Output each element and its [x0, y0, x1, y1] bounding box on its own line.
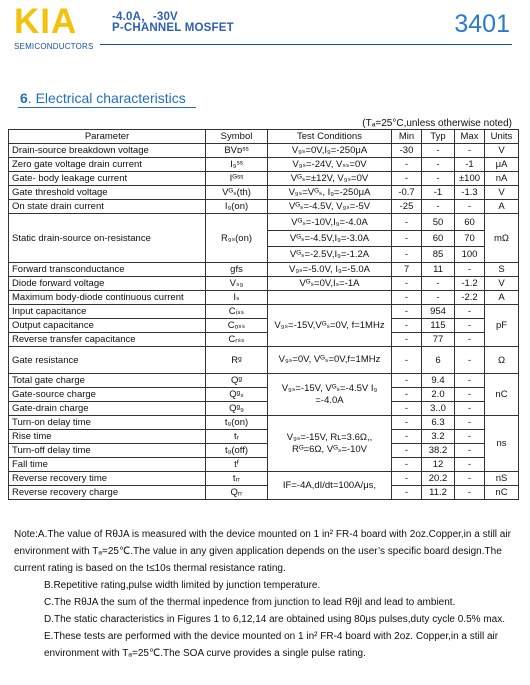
max-cell: 100 [455, 247, 485, 263]
min-cell: -0.7 [392, 186, 422, 200]
section-underline [18, 107, 196, 108]
typ-cell: - [422, 200, 455, 214]
param-cell: Total gate charge [9, 374, 206, 388]
max-cell: -1 [455, 158, 485, 172]
condition-cell: Vᴳₛ=0V,Iₛ=-1A [268, 277, 392, 291]
table-row [9, 416, 519, 430]
param-cell: Reverse recovery charge [9, 486, 206, 500]
param-cell: Zero gate voltage drain current [9, 158, 206, 172]
max-cell: -1.3 [455, 186, 485, 200]
units-cell: V [485, 277, 519, 291]
param-cell: Gate-drain charge [9, 402, 206, 416]
max-cell: - [455, 430, 485, 444]
min-cell: - [392, 374, 422, 388]
page-header [0, 0, 530, 56]
condition-cell: Vᴳₛ=-4.5V, V₉ₛ=-5V [268, 200, 392, 214]
col-header-min: Min [392, 130, 422, 144]
symbol-cell: gfs [206, 263, 268, 277]
col-header-max: Max [455, 130, 485, 144]
table-row [9, 305, 519, 319]
units-cell: V [485, 144, 519, 158]
electrical-characteristics-table [8, 129, 519, 500]
symbol-cell: Cᵣₛₛ [206, 333, 268, 347]
param-cell: Diode forward voltage [9, 277, 206, 291]
min-cell: - [392, 458, 422, 472]
symbol-cell: Iₛ [206, 291, 268, 305]
header-divider [100, 44, 512, 45]
param-cell: Forward transconductance [9, 263, 206, 277]
min-cell: - [392, 388, 422, 402]
section-title: Electrical characteristics [35, 90, 186, 106]
typ-cell: 6.3 [422, 416, 455, 430]
max-cell: 60 [455, 214, 485, 231]
max-cell: - [455, 374, 485, 388]
max-cell: ±100 [455, 172, 485, 186]
note-a: Note:A.The value of RθJA is measured with the device mounted on 1 in² FR-4 board with 2oz.Copper,in a still air environment with Tₐ=25℃.The value in any given application depends on the user’s specific board design.The current rating is based on the t≤10s thermal resistance rating. [14, 529, 511, 574]
min-cell: - [392, 158, 422, 172]
condition-cell: V₉ₛ=-15V,Vᴳₛ=0V, f=1MHz [268, 305, 392, 347]
typ-cell: 50 [422, 214, 455, 231]
typ-cell: 9.4 [422, 374, 455, 388]
max-cell: - [455, 416, 485, 430]
table-row [9, 333, 519, 347]
symbol-cell: Qᵍ₉ [206, 402, 268, 416]
typ-cell: 60 [422, 231, 455, 247]
symbol-cell: t₉(on) [206, 416, 268, 430]
param-cell: Input capacitance [9, 305, 206, 319]
max-cell: 70 [455, 231, 485, 247]
param-cell: Reverse recovery time [9, 472, 206, 486]
typ-cell: 12 [422, 458, 455, 472]
param-cell: Fall time [9, 458, 206, 472]
typ-cell: - [422, 158, 455, 172]
typ-cell: 11 [422, 263, 455, 277]
table-header-row [9, 130, 519, 144]
min-cell: - [392, 416, 422, 430]
symbol-cell: R₉ₛ(on) [206, 214, 268, 263]
param-cell: Output capacitance [9, 319, 206, 333]
typ-cell: 954 [422, 305, 455, 319]
max-cell: - [455, 319, 485, 333]
min-cell: - [392, 333, 422, 347]
note-b: B.Repetitive rating,pulse width limited by junction temperature. [44, 580, 321, 591]
typ-cell: 115 [422, 319, 455, 333]
units-cell: μA [485, 158, 519, 172]
table-row [9, 402, 519, 416]
symbol-cell: t₉(off) [206, 444, 268, 458]
symbol-cell: Rᵍ [206, 347, 268, 374]
symbol-cell: tᶠ [206, 458, 268, 472]
param-cell: Gate-source charge [9, 388, 206, 402]
condition-cell: V₉ₛ=-24V, Vₛₛ=0V [268, 158, 392, 172]
max-cell: -2.2 [455, 291, 485, 305]
min-cell: - [392, 277, 422, 291]
typ-cell: 2.0 [422, 388, 455, 402]
condition-cell: Vᴳₛ=±12V, V₉ₛ=0V [268, 172, 392, 186]
min-cell: - [392, 430, 422, 444]
table-row [9, 186, 519, 200]
section-dot: . [27, 90, 36, 106]
max-cell: - [455, 263, 485, 277]
min-cell: - [392, 444, 422, 458]
table-row [9, 319, 519, 333]
min-cell: - [392, 172, 422, 186]
max-cell: - [455, 458, 485, 472]
units-cell: Ω [485, 347, 519, 374]
col-header-units: Units [485, 130, 519, 144]
condition-cell: V₉ₛ=Vᴳₛ, I₉=-250μA [268, 186, 392, 200]
max-cell: - [455, 333, 485, 347]
typ-cell: 11.2 [422, 486, 455, 500]
col-header-typ: Typ [422, 130, 455, 144]
typ-cell: 6 [422, 347, 455, 374]
table-row [9, 200, 519, 214]
table-row [9, 144, 519, 158]
min-cell: -25 [392, 200, 422, 214]
table-row [9, 263, 519, 277]
table-row [9, 472, 519, 486]
table-row [9, 214, 519, 231]
typ-cell: 77 [422, 333, 455, 347]
logo-subtitle: SEMICONDUCTORS [14, 42, 94, 51]
company-logo: KIA [14, 2, 78, 41]
condition-cell: V₉ₛ=-5.0V, I₉=-5.0A [268, 263, 392, 277]
min-cell: - [392, 231, 422, 247]
condition-note: (Tₐ=25°C,unless otherwise noted) [362, 118, 512, 129]
param-cell: Reverse transfer capacitance [9, 333, 206, 347]
max-cell: -1.2 [455, 277, 485, 291]
param-cell: Gate- body leakage current [9, 172, 206, 186]
symbol-cell: Vₛ₉ [206, 277, 268, 291]
symbol-cell: tᵣᵣ [206, 472, 268, 486]
condition-cell: Vᴳₛ=-2.5V,I₉=-1.2A [268, 247, 392, 263]
note-e: E.These tests are performed with the device mounted on 1 in² FR-4 board with 2oz. Copper,in a still air environment with Tₐ=25℃.The SOA curve provides a single pulse rating. [44, 631, 499, 659]
min-cell: - [392, 305, 422, 319]
typ-cell: 20.2 [422, 472, 455, 486]
table-row [9, 291, 519, 305]
table-row [9, 347, 519, 374]
symbol-cell: Qᵍₛ [206, 388, 268, 402]
units-cell: ns [485, 416, 519, 472]
param-cell: Maximum body-diode continuous current [9, 291, 206, 305]
part-number: 3401 [454, 10, 510, 38]
table-row [9, 172, 519, 186]
condition-cell: V₉ₛ=-15V, Vᴳₛ=-4.5V I₉ =-4.0A [268, 374, 392, 416]
rating-line: -4.0A，-30V [112, 11, 178, 23]
condition-cell: IF=-4A,dI/dt=100A/μs, [268, 472, 392, 500]
table-row [9, 458, 519, 472]
max-cell: - [455, 200, 485, 214]
max-cell: - [455, 305, 485, 319]
symbol-cell: Qᵍ [206, 374, 268, 388]
symbol-cell: I₉(on) [206, 200, 268, 214]
max-cell: - [455, 402, 485, 416]
condition-cell: V₉ₛ=0V, Vᴳₛ=0V,f=1MHz [268, 347, 392, 374]
condition-cell: Vᴳₛ=-10V,I₉=-4.0A [268, 214, 392, 231]
min-cell: 7 [392, 263, 422, 277]
min-cell: - [392, 486, 422, 500]
units-cell: V [485, 186, 519, 200]
units-cell: nA [485, 172, 519, 186]
min-cell: - [392, 402, 422, 416]
table-row [9, 374, 519, 388]
symbol-cell: I₉ˢˢ [206, 158, 268, 172]
min-cell: -30 [392, 144, 422, 158]
units-cell: A [485, 291, 519, 305]
param-cell: Gate resistance [9, 347, 206, 374]
typ-cell: - [422, 277, 455, 291]
typ-cell: 38.2 [422, 444, 455, 458]
table-row [9, 486, 519, 500]
typ-cell: - [422, 291, 455, 305]
param-cell: Static drain-source on-resistance [9, 214, 206, 263]
col-header-parameter: Parameter [9, 130, 206, 144]
typ-cell: -1 [422, 186, 455, 200]
param-cell: Drain-source breakdown voltage [9, 144, 206, 158]
min-cell: - [392, 214, 422, 231]
table-row [9, 444, 519, 458]
param-cell: Gate threshold voltage [9, 186, 206, 200]
table-row [9, 158, 519, 172]
max-cell: - [455, 347, 485, 374]
typ-cell: 3..0 [422, 402, 455, 416]
typ-cell: 3.2 [422, 430, 455, 444]
symbol-cell: Qᵣᵣ [206, 486, 268, 500]
symbol-cell: tᵣ [206, 430, 268, 444]
symbol-cell: Cᵢₛₛ [206, 305, 268, 319]
min-cell: - [392, 247, 422, 263]
notes-section [14, 526, 520, 662]
condition-cell: V₉ₛ=0V,I₉=-250μA [268, 144, 392, 158]
min-cell: - [392, 472, 422, 486]
note-c: C.The RθJA the sum of the thermal inpedence from junction to lead Rθjl and lead to ambient. [44, 597, 456, 608]
typ-cell: - [422, 144, 455, 158]
units-cell: nC [485, 374, 519, 416]
param-cell: On state drain current [9, 200, 206, 214]
col-header-symbol: Symbol [206, 130, 268, 144]
units-cell: S [485, 263, 519, 277]
symbol-cell: Iᴳˢˢ [206, 172, 268, 186]
condition-cell: V₉ₛ=-15V, Rʟ=3.6Ω,, Rᴳ=6Ω, Vᴳₛ=-10V [268, 416, 392, 472]
table-row [9, 430, 519, 444]
max-cell: - [455, 444, 485, 458]
units-cell: nC [485, 486, 519, 500]
max-cell: - [455, 472, 485, 486]
device-type: P-CHANNEL MOSFET [112, 22, 234, 34]
typ-cell: - [422, 172, 455, 186]
units-cell: mΩ [485, 214, 519, 263]
max-cell: - [455, 388, 485, 402]
param-cell: Turn-off delay time [9, 444, 206, 458]
symbol-cell: Cₒₛₛ [206, 319, 268, 333]
condition-cell: Vᴳₛ=-4.5V,I₉=-3.0A [268, 231, 392, 247]
units-cell: nS [485, 472, 519, 486]
min-cell: - [392, 319, 422, 333]
units-cell: pF [485, 305, 519, 347]
symbol-cell: Vᴳₛ(th) [206, 186, 268, 200]
table-row [9, 277, 519, 291]
min-cell: - [392, 347, 422, 374]
param-cell: Rise time [9, 430, 206, 444]
note-d: D.The static characteristics in Figures 1 to 6,12,14 are obtained using 80μs pulses,duty cycle 0.5% max. [44, 614, 505, 625]
condition-cell [268, 291, 392, 305]
max-cell: - [455, 144, 485, 158]
col-header-conditions: Test Conditions [268, 130, 392, 144]
min-cell: - [392, 291, 422, 305]
param-cell: Turn-on delay time [9, 416, 206, 430]
section-heading [20, 90, 186, 106]
symbol-cell: BVᴅˢˢ [206, 144, 268, 158]
section-number: 6 [20, 90, 28, 106]
units-cell: A [485, 200, 519, 214]
table-row [9, 388, 519, 402]
typ-cell: 85 [422, 247, 455, 263]
max-cell: - [455, 486, 485, 500]
